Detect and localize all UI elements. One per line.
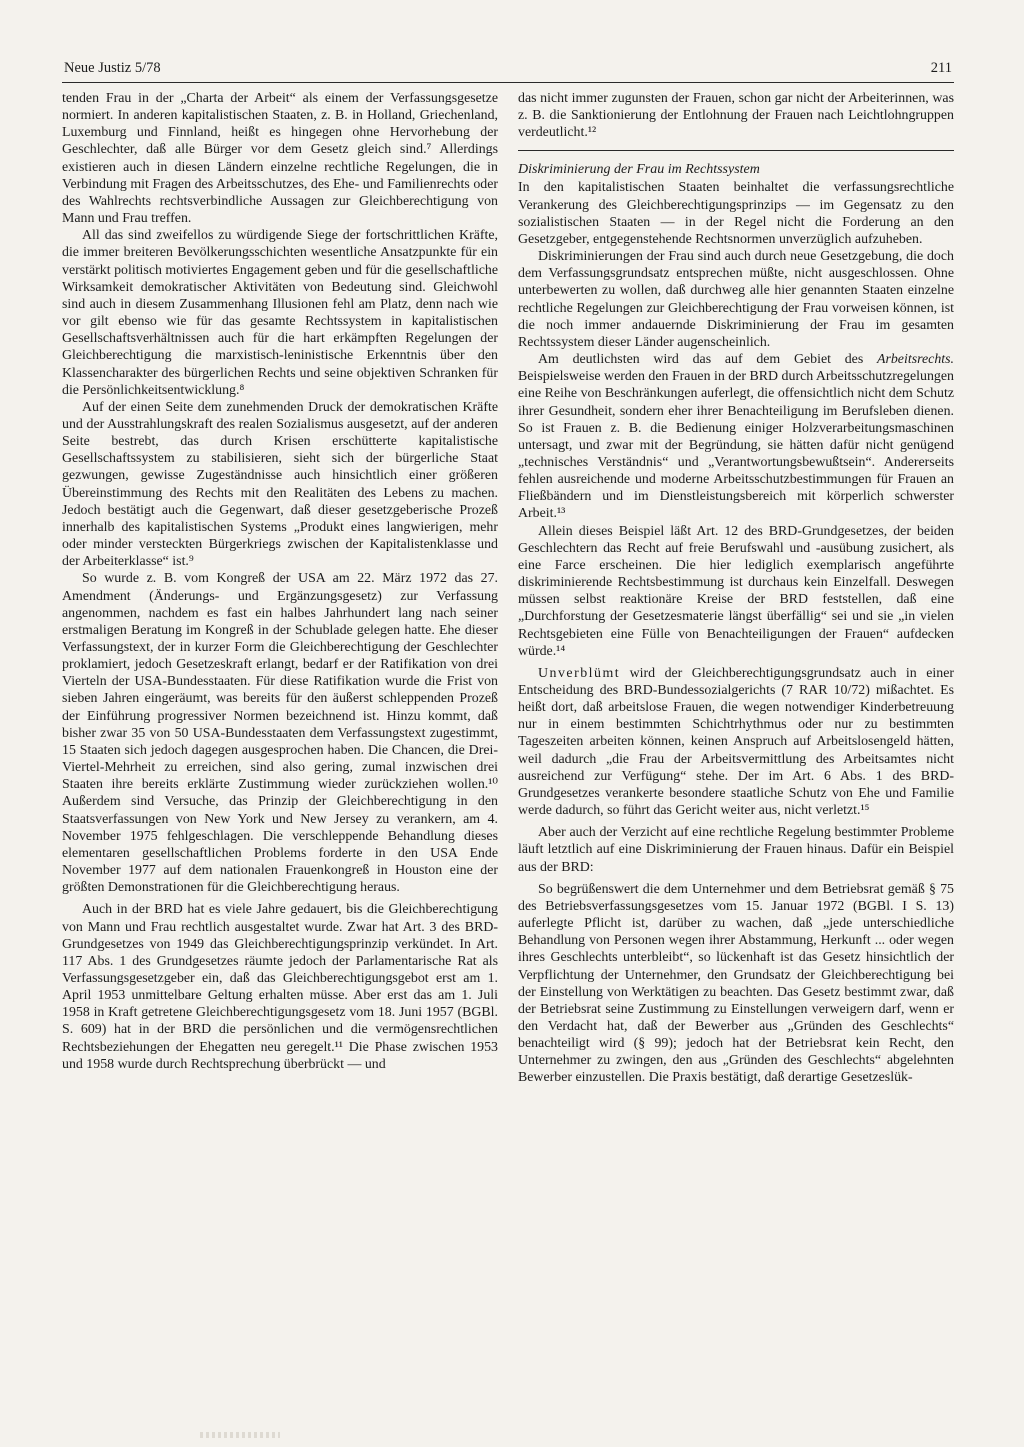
paragraph: [518, 351, 954, 523]
section-heading: Diskriminierung der Frau im Rechtssystem: [518, 162, 760, 178]
paragraph: tenden Frau in der „Charta der Arbeit“ als einem der Verfassungsgesetze normiert. In anderen kapitalistischen Staaten, z. B. in Holland, Griechenland, Luxemburg und Finnland, heißt es hingegen ohne Hervorhebung der Geschlechter, daß alle Bürger vor dem Gesetz gleich sind.⁷ Allerdings existieren auch in diesen Ländern einzelne rechtliche Regelungen, die in Verbindung mit Fragen des Arbeitsschutzes, des Ehe- und Familienrechts oder des Wahlrechts rechtsverbindliche Aussagen zur Gleichberechtigung von Mann und Frau treffen.: [62, 91, 498, 227]
paragraph: [518, 665, 954, 819]
paragraph: Aber auch der Verzicht auf eine rechtliche Regelung bestimmter Probleme läuft letztlich auf eine Diskriminierung der Frauen hinaus. Dafür ein Beispiel aus der BRD:: [518, 825, 954, 875]
paragraph: All das sind zweifellos zu würdigende Siege der fortschrittlichen Kräfte, die immer breiteren Bevölkerungsschichten wesentliche Ansatzpunkte für ein verstärkt politisch motiviertes Engagement geben und für die gesellschaftliche Wirksamkeit demokratischer Aktivitäten von Bedeutung sind. Gleichwohl sind auch in diesem Zusammenhang Illusionen fehl am Platz, denn nach wie vor gilt ebenso wie für das gesamte Rechtssystem in kapitalistischen Gesellschaftsverhältnissen auch für die hart erkämpften Regelungen der Gleichberechtigung die marxistisch-leninistische Erkenntnis über den Klassencharakter des bürgerlichen Rechts und seine objektiven Schranken für die Persönlichkeitsentwicklung.⁸: [62, 228, 498, 398]
left-column: [62, 90, 498, 1390]
paragraph: In den kapitalistischen Staaten beinhaltet die verfassungsrechtliche Verankerung des Gleichberechtigungsprinzips — im Gegensatz zu den sozialistischen Staaten — in der Regel nicht die Forderung an den Gesetzgeber, entgegenstehende Rechtsnormen unverzüglich aufzuheben.: [518, 180, 954, 247]
spaced-emphasis: Unverblümt: [538, 665, 621, 681]
page-header: [62, 58, 954, 83]
text-run: wird der Gleichberechtigungsgrundsatz auch in einer Entscheidung des BRD-Bundessozialgerichts (7 RAR 10/72) mißachtet. Es heißt dort, daß arbeitslose Frauen, die wegen notwendiger Kinderbetreuung nur in einem bestimmten Schichtrhythmus oder nur zu bestimmten Tageszeiten arbeiten können, keinen Anspruch auf Arbeitslosengeld hätten, weil dadurch „die Frau der Arbeitsvermittlung des Arbeitsamtes nicht ausreichend zur Verfügung“ stehe. Der im Art. 6 Abs. 1 des BRD-Grundgesetzes verankerte besondere staatliche Schutz von Ehe und Familie werde dadurch, so führt das Gericht weiter aus, nicht verletzt.¹⁵: [518, 665, 954, 819]
paragraph: Allein dieses Beispiel läßt Art. 12 des BRD-Grundgesetzes, der beiden Geschlechtern das Recht auf freie Berufswahl und -ausübung zusichert, als eine Farce erscheinen. Die hier lediglich exemplarisch angeführte diskriminierende Rechtsbestimmung ist durchaus kein Einzelfall. Deswegen müssen selbst reaktionäre Kreise der BRD feststellen, daß eine „Durchforstung der Gesetzesmaterie längst überfällig“ sei und sie „in vielen Rechtsgebieten eine Fülle von Benachteiligungen der Frauen“ aufdecken würde.¹⁴: [518, 523, 954, 659]
section-divider: [518, 150, 954, 151]
paragraph: Diskriminierungen der Frau sind auch durch neue Gesetzgebung, die doch dem Verfassungsgrundsatz entsprechen müßte, nicht ausgeschlossen. Ohne unterbewerten zu wollen, daß durchweg alle hier genannten Staaten einzelne rechtliche Regelungen zur Gleichberechtigung der Frau vorweisen können, ist die noch immer andauernde Diskriminierung der Frau im gesamten Rechtssystem dieser Länder augenscheinlich.: [518, 249, 954, 350]
emphasis-arbeitsrechts: Arbeitsrechts.: [876, 352, 954, 368]
paragraph: Auf der einen Seite dem zunehmenden Druck der demokratischen Kräfte und der Ausstrahlungskraft des realen Sozialismus ausgesetzt, auf der anderen Seite bestrebt, das durch Krisen erschütterte kapitalistische Gesellschaftssystem zu stabilisieren, sieht sich der bürgerliche Staat gezwungen, gewisse Zugeständnisse auch hinsichtlich einer größeren Übereinstimmung des Rechts mit den Realitäten des Lebens zu machen. Jedoch bestätigt auch die Gegenwart, daß dieser gesetzgeberische Prozeß innerhalb des kapitalistischen Systems „Produkt eines langwierigen, mehr oder minder versteckten Bürgerkriegs zwischen der Kapitalistenklasse und der Arbeiterklasse“ ist.⁹: [62, 399, 498, 570]
scan-artifact: [200, 1432, 280, 1438]
right-column: [518, 90, 954, 1390]
paragraph: So begrüßenswert die dem Unternehmer und dem Betriebsrat gemäß § 75 des Betriebsverfassungsgesetzes vom 15. Januar 1972 (BGBl. I S. 13) auferlegte Pflicht ist, darüber zu wachen, daß „jede unterschiedliche Behandlung von Personen wegen ihrer Abstammung, Herkunft ... oder wegen ihres Geschlechts unterbleibt“, so lückenhaft ist das Gesetz hinsichtlich der Verpflichtung der Unternehmer, den Grundsatz der Gleichberechtigung bei der Einstellung von Werktätigen zu beachten. Das Gesetz bestimmt zwar, daß der Betriebsrat seine Zustimmung zu Einstellungen verweigern darf, wenn er den Verdacht hat, daß der Bewerber aus „Gründen des Geschlechts“ benachteiligt wird (§ 99); jedoch hat der Betriebsrat kein Recht, den Unternehmer zu zwingen, den aus „Gründen des Geschlechts“ abgelehnten Bewerber einzustellen. Die Praxis bestätigt, daß derartige Gesetzeslük-: [518, 881, 954, 1086]
text-run: Am deutlichsten wird das auf dem Gebiet des: [538, 352, 877, 368]
paragraph: Auch in der BRD hat es viele Jahre gedauert, bis die Gleichberechtigung von Mann und Frau rechtlich ausgestaltet wurde. Zwar hat Art. 3 des BRD-Grundgesetzes von 1949 das Gleichberechtigungsprinzip verkündet. In Art. 117 Abs. 1 des Grundgesetzes räumte jedoch der Parlamentarische Rat als Verfassungsgesetzgeber ein, daß das Gleichberechtigungsgebot erst am 1. April 1953 unmittelbare Geltung erhalten müsse. Aber erst das am 1. Juli 1958 in Kraft getretene Gleichberechtigungsgesetz vom 18. Juni 1957 (BGBl. S. 609) hat in der BRD die persönlichen und die vermögensrechtlichen Rechtsbeziehungen der Ehegatten neu geregelt.¹¹ Die Phase zwischen 1953 und 1958 wurde durch Rechtsprechung überbrückt — und: [62, 902, 498, 1072]
page-number: 211: [930, 60, 952, 76]
text-run: Beispielsweise werden den Frauen in der BRD durch Arbeitsschutzregelungen eine Reihe von Beschränkungen auferlegt, die offensichtlich nicht dem Schutz ihrer Gesundheit, sondern eher ihrer Benachteiligung im Berufsleben dienen. So ist Frauen z. B. die Bedienung einiger Holzverarbeitungsmaschinen untersagt, und zwar mit der Begründung, sie hätten dafür nicht genügend „technisches Verständnis“ und „Verantwortungsbewußtsein“. Andererseits fehlen ausreichende und moderne Arbeitsschutzbestimmungen für Frauen an Fließbändern und im Dienstleistungsbereich mit körperlich schwerster Arbeit.¹³: [518, 369, 954, 522]
paragraph: das nicht immer zugunsten der Frauen, schon gar nicht der Arbeiterinnen, was z. B. die Sanktionierung der Entlohnung der Frauen nach Leichtlohngruppen verdeutlicht.¹²: [518, 91, 954, 141]
paragraph: So wurde z. B. vom Kongreß der USA am 22. März 1972 das 27. Amendment (Änderungs- und Ergänzungsgesetz) zur Verfassung angenommen, nachdem es fast ein halbes Jahrhundert lang nach seiner erstmaligen Beratung im Kongreß in der Schublade gelegen hatte. Ehe dieser Verfassungstext, der in kurzer Form die Gleichberechtigung der Geschlechter proklamiert, jedoch Gesetzeskraft erlangt, bedarf er der Ratifikation von drei Vierteln der USA-Bundesstaaten. Für diese Ratifikation wurde die Frist von sieben Jahren eingeräumt, was bereits für den äußerst schleppenden Prozeß der Einführung progressiver Normen bezeichnend ist. Hinzu kommt, daß bisher zwar 35 von 50 USA-Bundesstaaten dem Verfassungstext zugestimmt, 15 Staaten sich jedoch dagegen ausgesprochen haben. Die Chancen, die Drei-Viertel-Mehrheit zu erreichen, sind also gering, zumal inzwischen drei Staaten ihre bereits erklärte Zustimmung wieder zurückziehen wollen.¹⁰ Außerdem sind Versuche, das Prinzip der Gleichberechtigung in den Staatsverfassungen von New York und New Jersey zu verankern, am 4. November 1975 fehlgeschlagen. Die verschleppende Behandlung dieses elementaren gesellschaftlichen Problems forderte in den USA Ende November 1977 auf dem nationalen Frauenkongreß in Houston eine der größten Demonstrationen für die Gleichberechtigung heraus.: [62, 571, 498, 896]
journal-issue: Neue Justiz 5/78: [64, 60, 161, 76]
